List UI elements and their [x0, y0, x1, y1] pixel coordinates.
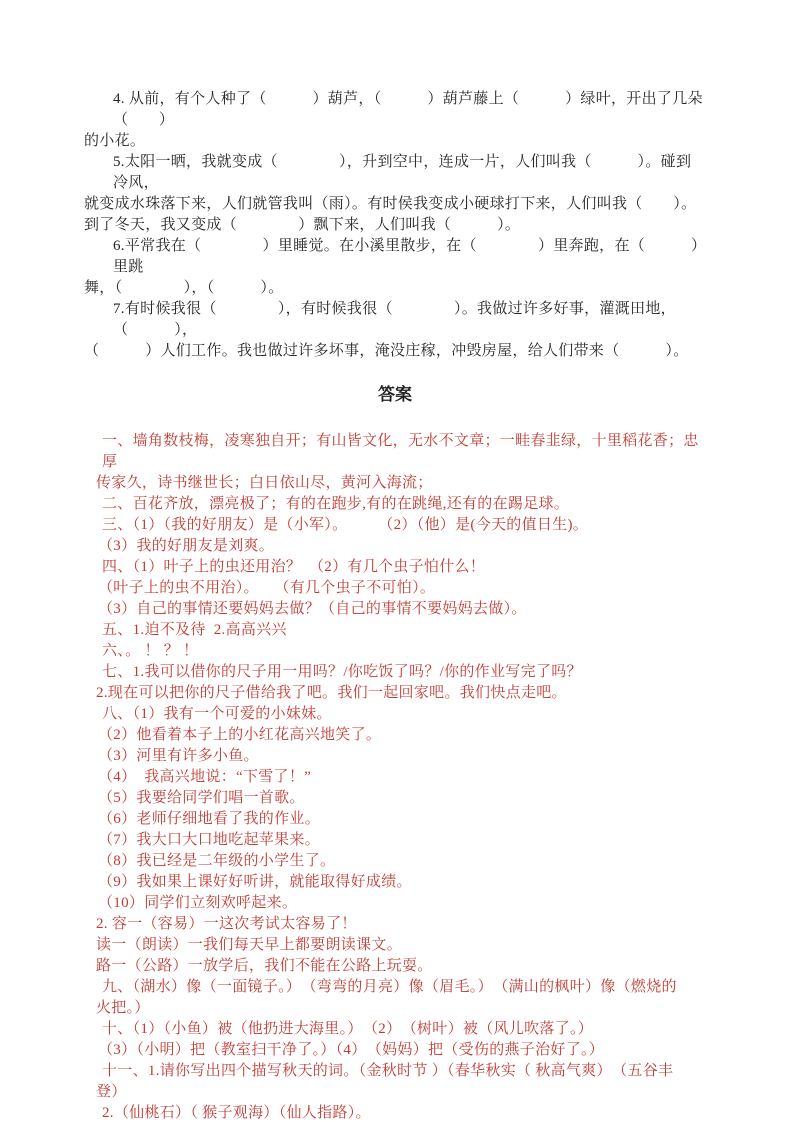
text-line: （3）河里有许多小鱼。: [98, 748, 259, 764]
text-line: 十一、1.请你写出四个描写秋天的词。（金秋时节 ）（春华秋实（ 秋高气爽） （五谷丰: [102, 1063, 674, 1079]
text-line: 2.现在可以把你的尺子借给我了吧。我们一起回家吧。我们快点走吧。: [96, 685, 567, 701]
text-line: 的小花。: [84, 133, 146, 149]
text-line: 四、（1）叶子上的虫还用治？ （2）有几个虫子怕什么！: [102, 559, 486, 575]
text-line: （3）我的好朋友是刘爽。: [98, 538, 275, 554]
text-line: （8）我已经是二年级的小学生了。: [98, 853, 336, 869]
questions-section: [84, 89, 706, 362]
text-line: 2. 容一（容易）一这次考试太容易了！: [96, 916, 357, 932]
text-line: 六、。 ！ ？ ！: [102, 643, 199, 659]
text-line: （叶子上的虫不用治）。 （有几个虫子不可怕）。: [98, 580, 436, 596]
answers-heading: 答案: [378, 385, 412, 404]
text-line: 十、（1）（小鱼）被（他扔进大海里。） （2） （树叶）被（风儿吹落了。）: [102, 1021, 594, 1037]
document-body: [84, 0, 706, 1122]
text-line: 三、（1）（我的好朋友）是（小军）。 （2）（他）是(今天的值日生)。: [102, 517, 589, 533]
text-line: （3）（小明）把（教室扫干净了。）（4） （妈妈）把（受伤的燕子治好了。）: [98, 1042, 605, 1058]
text-line: 火把。）: [96, 1000, 150, 1016]
text-line: 一、墙角数枝梅，凌寒独自开；有山皆文化，无水不文章；一畦春韭绿，十里稻花香；忠厚: [102, 433, 699, 470]
text-line: 6.平常我在（ ）里睡觉。在小溪里散步，在（ ）里奔跑，在（ ）里跳: [113, 238, 699, 275]
text-line: 舞，（ ），（ ）。: [84, 280, 284, 296]
text-line: 传家久，诗书继世长；白日依山尽，黄河入海流；: [96, 475, 433, 491]
text-line: 4. 从前，有个人种了（ ）葫芦，（ ）葫芦藤上（ ）绿叶，开出了几朵（ ）: [113, 91, 703, 128]
text-line: （9）我如果上课好好听讲，就能取得好成绩。: [98, 874, 412, 890]
text-line: 路一（公路）一放学后，我们不能在公路上玩耍。: [96, 958, 433, 974]
text-line: 读一（朗读）一我们每天早上都要朗读课文。: [96, 937, 403, 953]
text-line: （6）老师仔细地看了我的作业。: [98, 811, 321, 827]
text-line: 八、（1）我有一个可爱的小妹妹。: [102, 706, 332, 722]
text-line: （10）同学们立刻欢呼起来。: [98, 895, 298, 911]
text-line: 7.有时候我很（ ），有时候我很（ ）。我做过许多好事，灌溉田地，（ ），: [113, 301, 676, 338]
text-line: 到了冬天，我又变成（ ）飘下来，人们叫我（ ）。: [84, 217, 521, 233]
text-line: 就变成水珠落下来，人们就管我叫（雨）。有时侯我变成小硬球打下来，人们叫我（ ）。: [84, 196, 697, 212]
answers-section: [84, 431, 706, 1122]
text-line: 二、百花齐放，漂亮极了；有的在跑步,有的在跳绳,还有的在踢足球。: [102, 496, 570, 512]
text-line: （5）我要给同学们唱一首歌。: [98, 790, 305, 806]
text-line: （7）我大口大口地吃起苹果来。: [98, 832, 321, 848]
text-line: 2.（仙桃石）（ 猴子观海）（仙人指路）。: [102, 1105, 371, 1121]
text-line: 5.太阳一晒，我就变成（ ），升到空中，连成一片，人们叫我（ ）。碰到冷风，: [113, 154, 692, 191]
text-line: （ ）人们工作。我也做过许多坏事，淹没庄稼，冲毁房屋，给人们带来（ ）。: [84, 343, 689, 359]
text-line: 七、1.我可以借你的尺子用一用吗？/你吃饭了吗？/你的作业写完了吗？: [102, 664, 582, 680]
text-line: （2）他看着本子上的小红花高兴地笑了。: [98, 727, 382, 743]
text-line: （4） 我高兴地说：“下雪了！”: [98, 769, 312, 785]
text-line: （3）自己的事情还要妈妈去做？（自己的事情不要妈妈去做）。: [98, 601, 527, 617]
text-line: 登）: [96, 1084, 127, 1100]
text-line: 九、（湖水）像（一面镜子。） （弯弯的月亮）像（眉毛。） （满山的枫叶）像（燃烧的: [102, 979, 677, 995]
text-line: 五、1.迫不及待 2.高高兴兴: [102, 622, 287, 638]
